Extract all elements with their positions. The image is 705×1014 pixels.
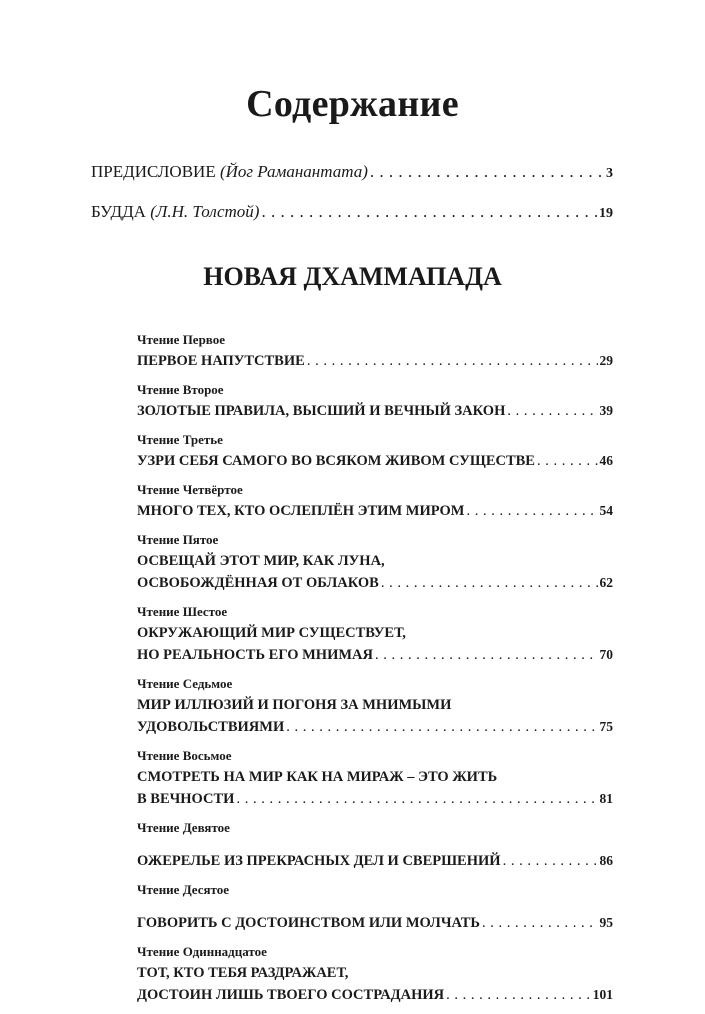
reading-number: Чтение Одиннадцатое: [137, 944, 267, 959]
toc-reading-entry[interactable]: [137, 880, 613, 934]
reading-page: 75: [599, 719, 613, 734]
reading-title-line: [137, 694, 613, 716]
reading-page: 62: [599, 575, 613, 590]
reading-title: МНОГО ТЕХ, КТО ОСЛЕПЛЁН ЭТИМ МИРОМ: [137, 503, 465, 519]
reading-number: Чтение Пятое: [137, 532, 219, 547]
reading-title: ОСВОБОЖДЁННАЯ ОТ ОБЛАКОВ: [137, 575, 379, 591]
reading-title-line: [137, 500, 613, 522]
reading-title: УЗРИ СЕБЯ САМОГО ВО ВСЯКОМ ЖИВОМ СУЩЕСТВЕ: [137, 453, 535, 469]
reading-title: ЗОЛОТЫЕ ПРАВИЛА, ВЫСШИЙ И ВЕЧНЫЙ ЗАКОН: [137, 403, 506, 419]
dot-leader: [375, 644, 598, 666]
dot-leader: [537, 450, 598, 472]
toc-reading-entry[interactable]: [137, 330, 613, 372]
toc-reading-entry[interactable]: [137, 380, 613, 422]
toc-reading-entry[interactable]: [137, 818, 613, 872]
reading-number: Чтение Девятое: [137, 820, 230, 835]
reading-title-line: [137, 912, 613, 934]
reading-number: Чтение Восьмое: [137, 748, 232, 763]
reading-title-line: [137, 984, 613, 1006]
toc-entry-buddha[interactable]: [91, 202, 613, 242]
reading-page: 70: [599, 647, 613, 662]
toc-entry-title: ПРЕДИСЛОВИЕ (Йог Раманантата): [91, 162, 368, 181]
reading-title: ОЖЕРЕЛЬЕ ИЗ ПРЕКРАСНЫХ ДЕЛ И СВЕРШЕНИЙ: [137, 853, 501, 869]
dot-leader: [507, 400, 597, 422]
toc-reading-entry[interactable]: [137, 746, 613, 810]
dot-leader: [503, 850, 598, 872]
reading-title: МИР ИЛЛЮЗИЙ И ПОГОНЯ ЗА МНИМЫМИ: [137, 697, 452, 713]
reading-title: ТОТ, КТО ТЕБЯ РАЗДРАЖАЕТ,: [137, 965, 349, 981]
reading-number: Чтение Четвёртое: [137, 482, 243, 497]
dot-leader: [286, 716, 597, 738]
reading-title-line: [137, 450, 613, 472]
toc-reading-entry[interactable]: [137, 530, 613, 594]
reading-number: Чтение Третье: [137, 432, 223, 447]
toc-entry-page: 3: [606, 166, 613, 181]
reading-number: Чтение Первое: [137, 332, 226, 347]
reading-title: ДОСТОИН ЛИШЬ ТВОЕГО СОСТРАДАНИЯ: [137, 987, 445, 1003]
spacer: [137, 838, 613, 850]
dot-leader: [482, 912, 598, 934]
reading-number: Чтение Десятое: [137, 882, 230, 897]
toc-reading-entry[interactable]: [137, 480, 613, 522]
front-matter-list: [91, 162, 613, 242]
toc-entry-author: (Йог Раманантата): [219, 162, 368, 181]
dot-leader: [381, 572, 598, 594]
reading-page: 46: [599, 453, 613, 468]
reading-title: ПЕРВОЕ НАПУТСТВИЕ: [137, 353, 305, 369]
reading-title-line: [137, 850, 613, 872]
reading-number: Чтение Седьмое: [137, 676, 233, 691]
reading-title-line: [137, 550, 613, 572]
reading-number: Чтение Шестое: [137, 604, 228, 619]
reading-title-line: [137, 572, 613, 594]
toc-reading-entry[interactable]: [137, 942, 613, 1006]
toc-reading-entry[interactable]: [137, 602, 613, 666]
dot-leader: [446, 984, 591, 1006]
toc-entry-title: БУДДА (Л.Н. Толстой): [91, 202, 260, 221]
dot-leader: [236, 788, 597, 810]
reading-title-line: [137, 766, 613, 788]
reading-page: 101: [592, 987, 613, 1002]
reading-page: 39: [599, 403, 613, 418]
page-title: Содержание: [246, 83, 459, 125]
reading-number: Чтение Второе: [137, 382, 224, 397]
reading-title: ГОВОРИТЬ С ДОСТОИНСТВОМ ИЛИ МОЛЧАТЬ: [137, 915, 480, 931]
reading-page: 81: [599, 791, 613, 806]
toc-entry-preface[interactable]: [91, 162, 613, 202]
toc-reading-entry[interactable]: [137, 674, 613, 738]
readings-list: [137, 330, 613, 1014]
reading-title: УДОВОЛЬСТВИЯМИ: [137, 719, 285, 735]
reading-title-line: [137, 400, 613, 422]
reading-title-line: [137, 962, 613, 984]
toc-reading-entry[interactable]: [137, 430, 613, 472]
reading-title-line: [137, 350, 613, 372]
reading-title: НО РЕАЛЬНОСТЬ ЕГО МНИМАЯ: [137, 647, 373, 663]
reading-title: В ВЕЧНОСТИ: [137, 791, 235, 807]
reading-title-line: [137, 788, 613, 810]
reading-title-line: [137, 644, 613, 666]
dot-leader: [307, 350, 598, 372]
reading-title: ОКРУЖАЮЩИЙ МИР СУЩЕСТВУЕТ,: [137, 625, 406, 641]
reading-title: СМОТРЕТЬ НА МИР КАК НА МИРАЖ – ЭТО ЖИТЬ: [137, 769, 498, 785]
dot-leader: [261, 202, 597, 222]
reading-page: 54: [599, 503, 613, 518]
toc-entry-page: 19: [599, 206, 613, 221]
reading-title-line: [137, 622, 613, 644]
reading-title: ОСВЕЩАЙ ЭТОТ МИР, КАК ЛУНА,: [137, 553, 385, 569]
reading-page: 86: [599, 853, 613, 868]
reading-page: 95: [599, 915, 613, 930]
spacer: [137, 900, 613, 912]
reading-page: 29: [599, 353, 613, 368]
toc-entry-author: (Л.Н. Толстой): [150, 202, 260, 221]
section-title: НОВАЯ ДХАММАПАДА: [203, 262, 502, 291]
dot-leader: [466, 500, 597, 522]
reading-title-line: [137, 716, 613, 738]
dot-leader: [370, 162, 604, 182]
